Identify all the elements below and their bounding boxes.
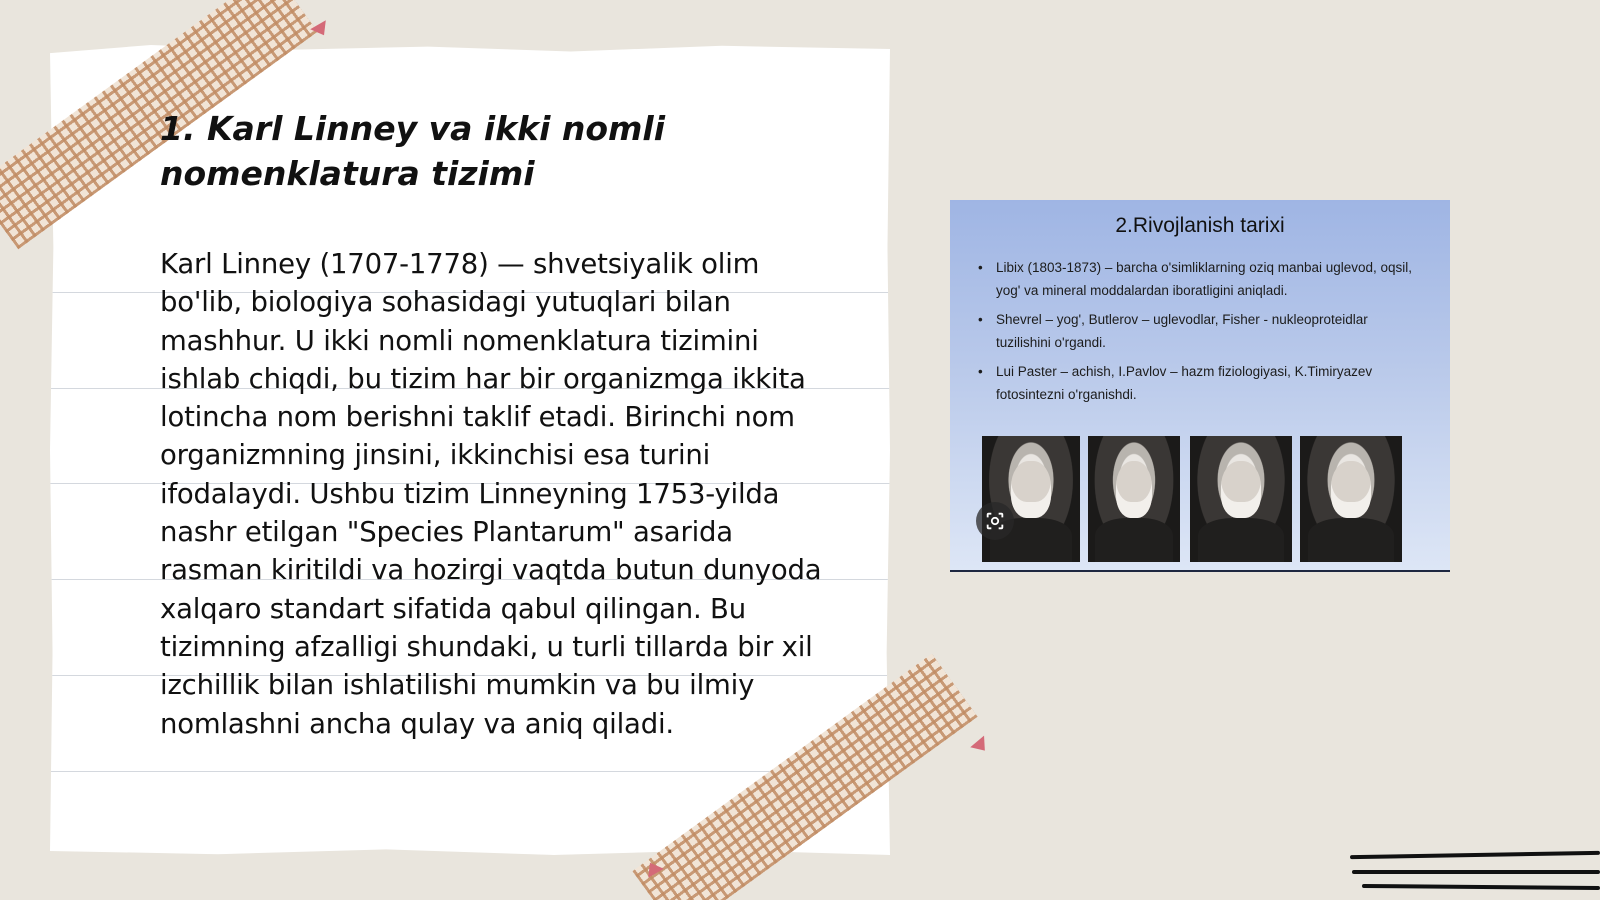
slide-title: 2.Rivojlanish tarixi <box>1115 214 1285 237</box>
embedded-slide-image <box>950 200 1450 572</box>
pen-stroke <box>1350 851 1600 859</box>
page-title: 1. Karl Linney va ikki nomli nomenklatura tizimi <box>160 109 666 193</box>
portrait-photo <box>1088 436 1180 562</box>
portrait-photo <box>982 436 1080 562</box>
slide-bullet: • Libix (1803-1873) – barcha o'simliklarning oziq manbai uglevod, oqsil, yog' va mineral moddalardan iboratligini aniqladi. <box>974 256 1414 302</box>
pen-stroke <box>1352 870 1600 874</box>
slide-bullet: • Lui Paster – achish, I.Pavlov – hazm fiziologiyasi, K.Timiryazev fotosintezni o'rganishdi. <box>974 360 1414 406</box>
body-paragraph: Karl Linney (1707-1778) — shvetsiyalik olim bo'lib, biologiya sohasidagi yutuqlari bilan mashhur. U ikki nomli nomenklatura tizimini ishlab chiqdi, bu tizim har bir organizmga ikkita lotincha nom berishni taklif etadi. Birinchi nom organizmning jinsini, ikkinchisi esa turini ifodalaydi. Ushbu tizim Linneyning 1753-yilda nashr etilgan "Species Plantarum" asarida rasman kiritildi va hozirgi vaqtda butun dunyoda xalqaro standart sifatida qabul qilingan. Bu tizimning afzalligi shundaki, u turli tillarda bir xil izchillik bilan ishlatilishi mumkin va bu ilmiy nomlashni ancha qulay va aniq qiladi. <box>160 248 822 740</box>
tape-pin-top <box>310 20 332 39</box>
camera-lens-icon[interactable] <box>976 502 1014 540</box>
tape-pin-bottom-right <box>970 736 992 757</box>
slide-bullet: • Shevrel – yog', Butlerov – uglevodlar, Fisher - nukleoproteidlar tuzilishini o'rgandi. <box>974 308 1414 354</box>
pen-stroke <box>1362 884 1600 890</box>
paper-rule <box>50 771 890 772</box>
portrait-row <box>982 436 1412 562</box>
slide-bullet-list <box>974 256 1414 412</box>
portrait-photo <box>1300 436 1402 562</box>
portrait-photo <box>1190 436 1292 562</box>
